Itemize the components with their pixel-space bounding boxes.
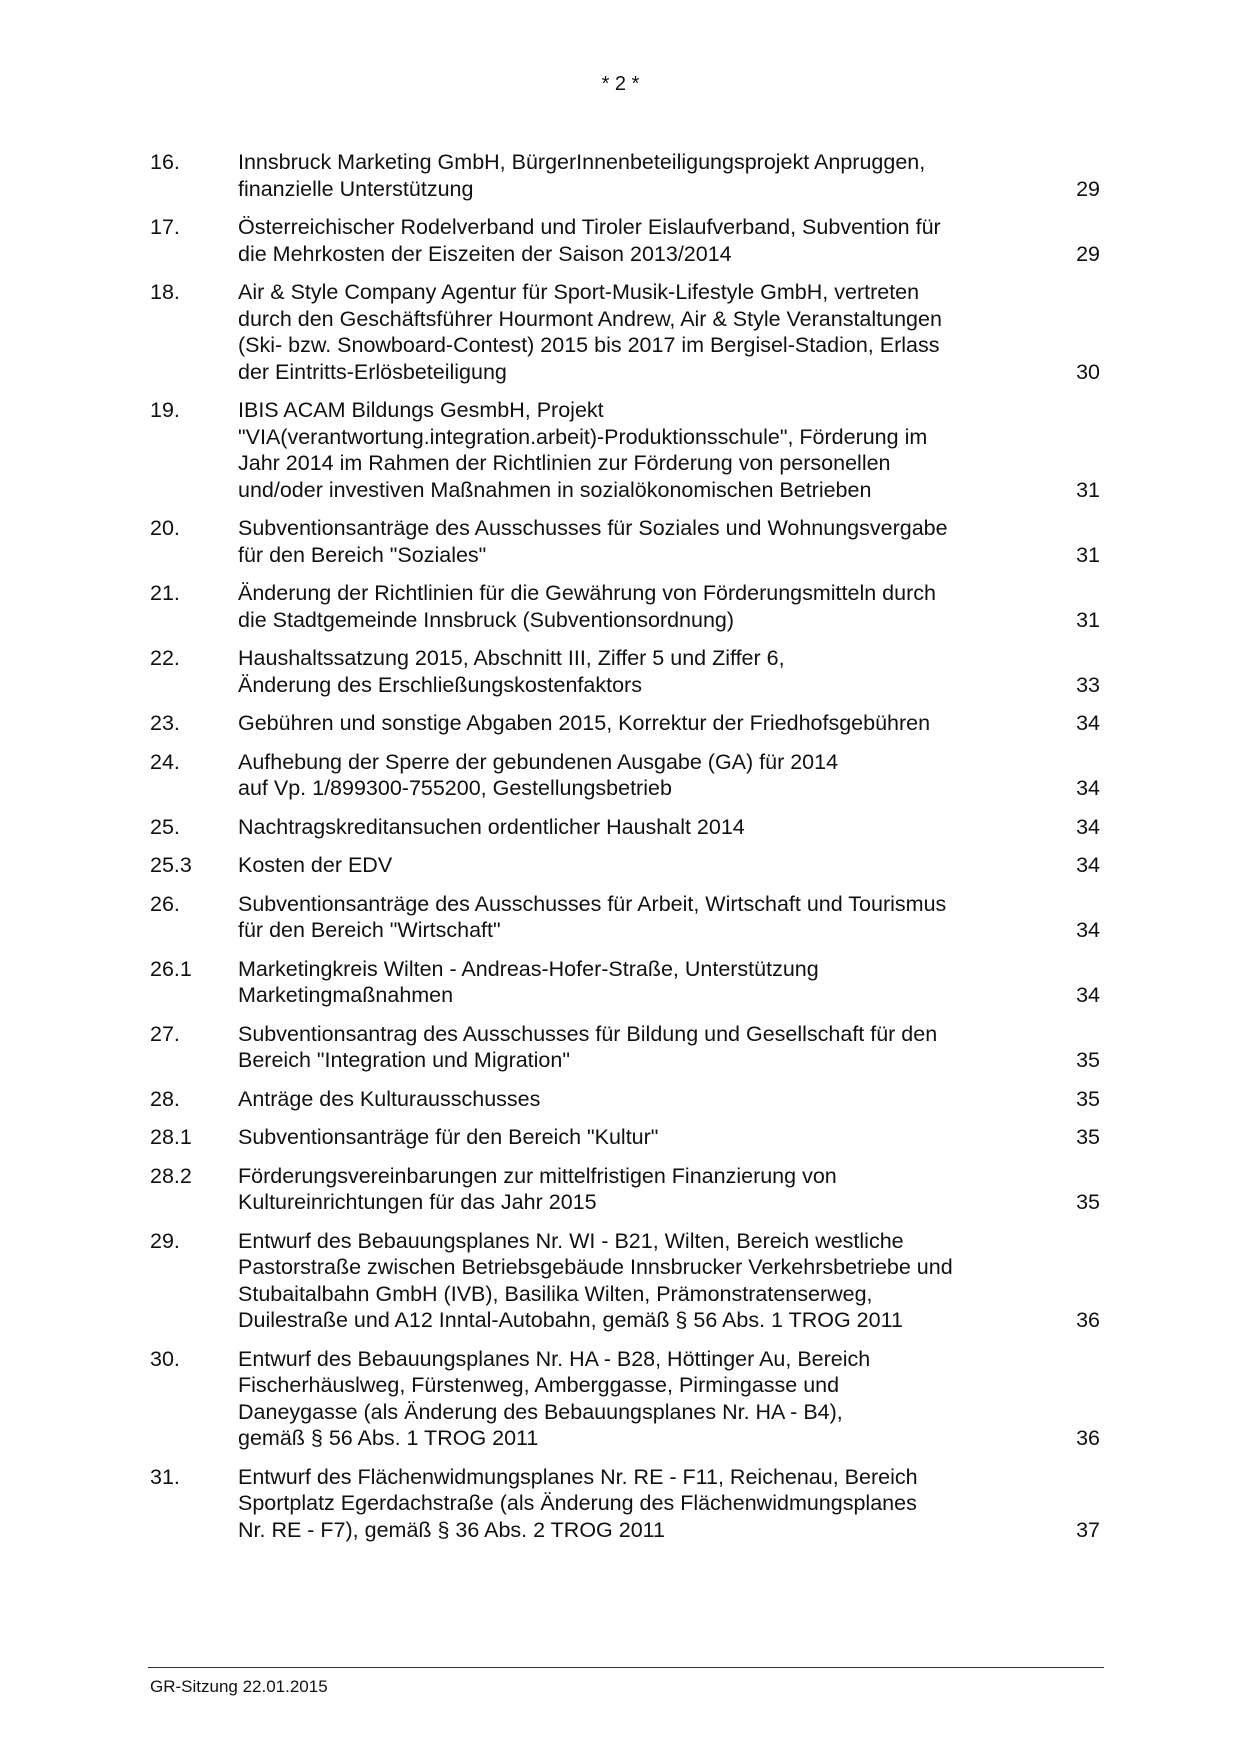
page-number: * 2 * [601, 73, 640, 95]
entry-title: Entwurf des Bebauungsplanes Nr. HA - B28, Höttinger Au, Bereich Fischerhäuslweg, Fürstenweg, Amberggasse, Pirmingasse und Daneygasse (als Änderung des Bebauungsplanes Nr. HA - B4), gemäß § 56 Abs. 1 TROG 2011 [238, 1346, 871, 1450]
toc-entry [150, 1021, 1100, 1074]
entry-title: Nachtragskreditansuchen ordentlicher Haushalt 2014 [238, 814, 745, 839]
toc-entry [150, 710, 1100, 737]
toc-entry [150, 580, 1100, 633]
footer-divider [148, 1667, 1104, 1668]
toc-entry [150, 891, 1100, 944]
entry-number: 25.3 [150, 853, 192, 877]
entry-number: 28.1 [150, 1125, 192, 1149]
entry-page: 36 [1076, 1426, 1100, 1450]
entry-number: 24. [150, 749, 180, 774]
entry-title: Marketingkreis Wilten - Andreas-Hofer-Straße, Unterstützung Marketingmaßnahmen [238, 956, 819, 1007]
entry-page: 34 [1076, 814, 1100, 839]
entry-title: Kosten der EDV [238, 853, 393, 877]
entry-title: Aufhebung der Sperre der gebundenen Ausgabe (GA) für 2014 auf Vp. 1/899300-755200, Gestellungsbetrieb [238, 749, 839, 800]
entry-page: 34 [1076, 711, 1100, 735]
toc-entry [150, 214, 1100, 267]
toc-entry [150, 1228, 1100, 1334]
entry-number: 19. [150, 398, 180, 422]
toc-entry [150, 1163, 1100, 1216]
entry-page: 29 [1076, 176, 1100, 201]
entry-number: 23. [150, 711, 180, 735]
entry-number: 31. [150, 1464, 180, 1489]
entry-page: 34 [1076, 853, 1100, 877]
toc-entry [150, 397, 1100, 503]
entry-title: Österreichischer Rodelverband und Tiroler Eislaufverband, Subvention für die Mehrkosten der Eiszeiten der Saison 2013/2014 [238, 215, 941, 266]
entry-number: 30. [150, 1346, 180, 1371]
entry-page: 31 [1076, 607, 1100, 632]
entry-page: 34 [1076, 918, 1100, 942]
entry-number: 28.2 [150, 1163, 192, 1188]
entry-page: 34 [1076, 776, 1100, 800]
toc-entry [150, 814, 1100, 841]
table-of-contents [150, 149, 1100, 1555]
entry-number: 27. [150, 1021, 180, 1046]
entry-number: 26. [150, 891, 180, 916]
entry-number: 28. [150, 1086, 180, 1111]
toc-entry [150, 1086, 1100, 1113]
entry-page: 35 [1076, 1190, 1100, 1214]
entry-number: 16. [150, 150, 180, 174]
entry-page: 35 [1076, 1125, 1100, 1149]
toc-entry [150, 749, 1100, 802]
entry-page: 35 [1076, 1048, 1100, 1072]
entry-title: Subventionsantrag des Ausschusses für Bildung und Gesellschaft für den Bereich "Integration und Migration" [238, 1021, 938, 1072]
entry-title: Subventionsanträge für den Bereich "Kultur" [238, 1125, 659, 1149]
entry-page: 33 [1076, 672, 1100, 697]
entry-title: Förderungsvereinbarungen zur mittelfristigen Finanzierung von Kultureinrichtungen für das Jahr 2015 [238, 1163, 837, 1214]
entry-number: 22. [150, 646, 180, 670]
entry-number: 29. [150, 1228, 180, 1253]
entry-page: 29 [1076, 241, 1100, 266]
toc-entry [150, 1464, 1100, 1544]
entry-title: Gebühren und sonstige Abgaben 2015, Korrektur der Friedhofsgebühren [238, 711, 931, 735]
entry-number: 20. [150, 516, 180, 540]
toc-entry [150, 956, 1100, 1009]
entry-number: 26.1 [150, 956, 192, 981]
entry-number: 25. [150, 814, 180, 839]
toc-entry [150, 1124, 1100, 1151]
toc-entry [150, 279, 1100, 385]
entry-title: Air & Style Company Agentur für Sport-Musik-Lifestyle GmbH, vertreten durch den Geschäftsführer Hourmont Andrew, Air & Style Veranstaltungen (Ski- bzw. Snowboard-Contest) 2015 bis 2017 im Bergisel-Stadion, Erlass der Eintritts-Erlösbeteiligung [238, 280, 942, 384]
toc-entry [150, 852, 1100, 879]
entry-title: Entwurf des Bebauungsplanes Nr. WI - B21, Wilten, Bereich westliche Pastorstraße zwischen Betriebsgebäude Innsbrucker Verkehrsbetriebe und Stubaitalbahn GmbH (IVB), Basilika Wilten, Prämonstratenserweg, Duilestraße und A12 Inntal-Autobahn, gemäß § 56 Abs. 1 TROG 2011 [238, 1228, 953, 1332]
toc-entry [150, 515, 1100, 568]
entry-number: 18. [150, 280, 180, 304]
entry-page: 36 [1076, 1308, 1100, 1332]
entry-page: 30 [1076, 359, 1100, 384]
entry-page: 37 [1076, 1517, 1100, 1542]
entry-page: 31 [1076, 477, 1100, 502]
entry-title: Entwurf des Flächenwidmungsplanes Nr. RE - F11, Reichenau, Bereich Sportplatz Egerdachstraße (als Änderung des Flächenwidmungsplanes Nr. RE - F7), gemäß § 36 Abs. 2 TROG 2011 [238, 1464, 918, 1542]
entry-title: Innsbruck Marketing GmbH, BürgerInnenbeteiligungsprojekt Anpruggen, finanzielle Unterstützung [238, 150, 926, 201]
entry-number: 21. [150, 581, 180, 605]
entry-page: 31 [1076, 542, 1100, 567]
entry-title: IBIS ACAM Bildungs GesmbH, Projekt "VIA(verantwortung.integration.arbeit)-Produktionsschule", Förderung im Jahr 2014 im Rahmen der Richtlinien zur Förderung von personellen und/oder investiven Maßnahmen in sozialökonomischen Betrieben [238, 398, 928, 502]
entry-title: Haushaltssatzung 2015, Abschnitt III, Ziffer 5 und Ziffer 6, Änderung des Erschließungskostenfaktors [238, 646, 785, 697]
entry-page: 34 [1076, 983, 1100, 1007]
entry-number: 17. [150, 215, 180, 239]
entry-page: 35 [1076, 1086, 1100, 1111]
footer-session-label: GR-Sitzung 22.01.2015 [150, 1677, 328, 1696]
entry-title: Subventionsanträge des Ausschusses für Arbeit, Wirtschaft und Tourismus für den Bereich "Wirtschaft" [238, 891, 947, 942]
toc-entry [150, 645, 1100, 698]
entry-title: Subventionsanträge des Ausschusses für Soziales und Wohnungsvergabe für den Bereich "Soziales" [238, 516, 948, 567]
toc-entry [150, 1346, 1100, 1452]
entry-title: Änderung der Richtlinien für die Gewährung von Förderungsmitteln durch die Stadtgemeinde Innsbruck (Subventionsordnung) [238, 581, 936, 632]
entry-title: Anträge des Kulturausschusses [238, 1086, 541, 1111]
toc-entry [150, 149, 1100, 202]
